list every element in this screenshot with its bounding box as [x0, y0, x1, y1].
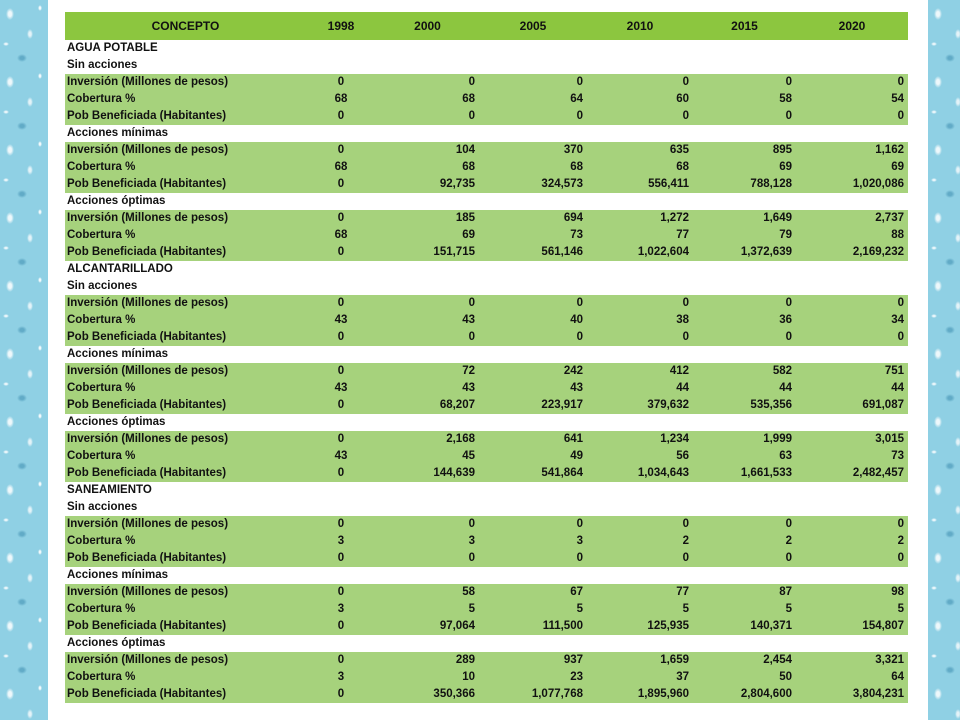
table-row	[65, 142, 908, 159]
value-cell: 751	[796, 363, 908, 380]
value-cell: 3	[376, 533, 479, 550]
row-label: Inversión (Millones de pesos)	[65, 584, 306, 601]
value-cell: 34	[796, 312, 908, 329]
value-cell: 5	[376, 601, 479, 618]
group-row	[65, 499, 908, 516]
header-concept: CONCEPTO	[65, 12, 306, 40]
value-cell: 937	[479, 652, 587, 669]
value-cell: 2	[796, 533, 908, 550]
value-cell: 0	[693, 295, 796, 312]
value-cell: 68	[306, 91, 376, 108]
value-cell: 98	[796, 584, 908, 601]
header-year: 1998	[306, 12, 376, 40]
value-cell: 641	[479, 431, 587, 448]
slide-page	[48, 0, 928, 720]
value-cell: 0	[306, 210, 376, 227]
value-cell: 77	[587, 227, 693, 244]
value-cell: 1,999	[693, 431, 796, 448]
table-row	[65, 380, 908, 397]
value-cell: 144,639	[376, 465, 479, 482]
row-label: Pob Beneficiada (Habitantes)	[65, 244, 306, 261]
value-cell: 68,207	[376, 397, 479, 414]
row-label: Inversión (Millones de pesos)	[65, 516, 306, 533]
value-cell: 0	[479, 550, 587, 567]
table-row	[65, 550, 908, 567]
value-cell: 1,649	[693, 210, 796, 227]
value-cell: 58	[376, 584, 479, 601]
table-row	[65, 244, 908, 261]
value-cell: 635	[587, 142, 693, 159]
table-header-row	[65, 12, 908, 40]
table-row	[65, 108, 908, 125]
value-cell: 125,935	[587, 618, 693, 635]
value-cell: 0	[479, 516, 587, 533]
value-cell: 0	[376, 329, 479, 346]
value-cell: 0	[306, 431, 376, 448]
value-cell: 0	[306, 363, 376, 380]
value-cell: 379,632	[587, 397, 693, 414]
table-row	[65, 363, 908, 380]
value-cell: 0	[306, 295, 376, 312]
group-row	[65, 567, 908, 584]
value-cell: 3,015	[796, 431, 908, 448]
value-cell: 10	[376, 669, 479, 686]
row-label: Pob Beneficiada (Habitantes)	[65, 108, 306, 125]
value-cell: 104	[376, 142, 479, 159]
table-row	[65, 652, 908, 669]
value-cell: 289	[376, 652, 479, 669]
row-label: Inversión (Millones de pesos)	[65, 431, 306, 448]
value-cell: 1,372,639	[693, 244, 796, 261]
value-cell: 0	[796, 108, 908, 125]
value-cell: 69	[796, 159, 908, 176]
value-cell: 40	[479, 312, 587, 329]
value-cell: 691,087	[796, 397, 908, 414]
value-cell: 151,715	[376, 244, 479, 261]
row-label: Inversión (Millones de pesos)	[65, 295, 306, 312]
section-title: AGUA POTABLE	[65, 40, 908, 57]
row-label: Pob Beneficiada (Habitantes)	[65, 465, 306, 482]
group-row	[65, 635, 908, 652]
value-cell: 5	[479, 601, 587, 618]
value-cell: 43	[306, 312, 376, 329]
value-cell: 23	[479, 669, 587, 686]
value-cell: 37	[587, 669, 693, 686]
value-cell: 0	[693, 329, 796, 346]
table-row	[65, 686, 908, 703]
value-cell: 0	[693, 108, 796, 125]
value-cell: 788,128	[693, 176, 796, 193]
section-row	[65, 482, 908, 499]
value-cell: 0	[306, 142, 376, 159]
value-cell: 68	[587, 159, 693, 176]
value-cell: 0	[587, 550, 693, 567]
row-label: Cobertura %	[65, 601, 306, 618]
value-cell: 43	[306, 448, 376, 465]
row-label: Inversión (Millones de pesos)	[65, 363, 306, 380]
group-row	[65, 193, 908, 210]
value-cell: 92,735	[376, 176, 479, 193]
value-cell: 895	[693, 142, 796, 159]
row-label: Pob Beneficiada (Habitantes)	[65, 618, 306, 635]
table-row	[65, 533, 908, 550]
table-row	[65, 669, 908, 686]
group-row	[65, 278, 908, 295]
value-cell: 0	[306, 465, 376, 482]
group-title: Sin acciones	[65, 57, 908, 74]
value-cell: 3	[479, 533, 587, 550]
row-label: Cobertura %	[65, 159, 306, 176]
value-cell: 0	[306, 108, 376, 125]
value-cell: 1,234	[587, 431, 693, 448]
group-title: Sin acciones	[65, 499, 908, 516]
value-cell: 0	[479, 329, 587, 346]
projection-table	[65, 12, 908, 703]
row-label: Inversión (Millones de pesos)	[65, 652, 306, 669]
table-row	[65, 329, 908, 346]
value-cell: 68	[306, 227, 376, 244]
value-cell: 0	[306, 397, 376, 414]
table-row	[65, 227, 908, 244]
table-row	[65, 91, 908, 108]
value-cell: 0	[306, 686, 376, 703]
value-cell: 0	[376, 295, 479, 312]
value-cell: 68	[376, 159, 479, 176]
value-cell: 535,356	[693, 397, 796, 414]
value-cell: 79	[693, 227, 796, 244]
value-cell: 5	[693, 601, 796, 618]
value-cell: 2,737	[796, 210, 908, 227]
water-drops-border-left	[0, 0, 48, 720]
value-cell: 0	[796, 74, 908, 91]
value-cell: 36	[693, 312, 796, 329]
value-cell: 1,022,604	[587, 244, 693, 261]
value-cell: 1,895,960	[587, 686, 693, 703]
value-cell: 1,077,768	[479, 686, 587, 703]
value-cell: 49	[479, 448, 587, 465]
value-cell: 38	[587, 312, 693, 329]
header-year: 2005	[479, 12, 587, 40]
value-cell: 0	[479, 108, 587, 125]
value-cell: 1,661,533	[693, 465, 796, 482]
group-title: Acciones óptimas	[65, 414, 908, 431]
row-label: Inversión (Millones de pesos)	[65, 74, 306, 91]
table-row	[65, 176, 908, 193]
value-cell: 58	[693, 91, 796, 108]
row-label: Pob Beneficiada (Habitantes)	[65, 176, 306, 193]
value-cell: 140,371	[693, 618, 796, 635]
value-cell: 556,411	[587, 176, 693, 193]
value-cell: 3	[306, 669, 376, 686]
value-cell: 72	[376, 363, 479, 380]
value-cell: 0	[796, 295, 908, 312]
value-cell: 0	[376, 74, 479, 91]
value-cell: 5	[796, 601, 908, 618]
table-row	[65, 516, 908, 533]
value-cell: 2	[587, 533, 693, 550]
row-label: Cobertura %	[65, 533, 306, 550]
value-cell: 0	[306, 516, 376, 533]
row-label: Cobertura %	[65, 669, 306, 686]
value-cell: 45	[376, 448, 479, 465]
section-title: SANEAMIENTO	[65, 482, 908, 499]
value-cell: 3	[306, 533, 376, 550]
row-label: Pob Beneficiada (Habitantes)	[65, 329, 306, 346]
value-cell: 0	[376, 550, 479, 567]
value-cell: 68	[306, 159, 376, 176]
group-title: Sin acciones	[65, 278, 908, 295]
value-cell: 1,659	[587, 652, 693, 669]
value-cell: 43	[376, 380, 479, 397]
table-row	[65, 210, 908, 227]
value-cell: 44	[587, 380, 693, 397]
value-cell: 1,034,643	[587, 465, 693, 482]
value-cell: 63	[693, 448, 796, 465]
table-row	[65, 74, 908, 91]
value-cell: 0	[693, 74, 796, 91]
table-row	[65, 159, 908, 176]
value-cell: 2,482,457	[796, 465, 908, 482]
value-cell: 0	[306, 74, 376, 91]
value-cell: 541,864	[479, 465, 587, 482]
value-cell: 64	[796, 669, 908, 686]
value-cell: 0	[306, 550, 376, 567]
table-row	[65, 601, 908, 618]
value-cell: 223,917	[479, 397, 587, 414]
value-cell: 88	[796, 227, 908, 244]
value-cell: 0	[587, 108, 693, 125]
value-cell: 0	[306, 618, 376, 635]
value-cell: 2,454	[693, 652, 796, 669]
value-cell: 73	[479, 227, 587, 244]
value-cell: 43	[306, 380, 376, 397]
group-title: Acciones óptimas	[65, 193, 908, 210]
row-label: Cobertura %	[65, 91, 306, 108]
section-title: ALCANTARILLADO	[65, 261, 908, 278]
value-cell: 111,500	[479, 618, 587, 635]
value-cell: 0	[587, 516, 693, 533]
value-cell: 43	[479, 380, 587, 397]
table-row	[65, 465, 908, 482]
value-cell: 1,020,086	[796, 176, 908, 193]
value-cell: 0	[376, 516, 479, 533]
value-cell: 0	[587, 74, 693, 91]
row-label: Cobertura %	[65, 380, 306, 397]
value-cell: 242	[479, 363, 587, 380]
value-cell: 2,804,600	[693, 686, 796, 703]
header-year: 2000	[376, 12, 479, 40]
value-cell: 0	[306, 176, 376, 193]
table-row	[65, 584, 908, 601]
table-body	[65, 40, 908, 703]
value-cell: 5	[587, 601, 693, 618]
row-label: Pob Beneficiada (Habitantes)	[65, 550, 306, 567]
value-cell: 0	[587, 295, 693, 312]
row-label: Cobertura %	[65, 312, 306, 329]
group-row	[65, 125, 908, 142]
value-cell: 97,064	[376, 618, 479, 635]
table-row	[65, 397, 908, 414]
row-label: Inversión (Millones de pesos)	[65, 210, 306, 227]
value-cell: 2,168	[376, 431, 479, 448]
header-year: 2020	[796, 12, 908, 40]
value-cell: 3,321	[796, 652, 908, 669]
value-cell: 50	[693, 669, 796, 686]
value-cell: 67	[479, 584, 587, 601]
value-cell: 68	[376, 91, 479, 108]
group-title: Acciones mínimas	[65, 567, 908, 584]
value-cell: 0	[479, 74, 587, 91]
group-title: Acciones óptimas	[65, 635, 908, 652]
value-cell: 0	[693, 516, 796, 533]
section-row	[65, 40, 908, 57]
table-row	[65, 448, 908, 465]
value-cell: 43	[376, 312, 479, 329]
group-row	[65, 57, 908, 74]
value-cell: 324,573	[479, 176, 587, 193]
row-label: Pob Beneficiada (Habitantes)	[65, 397, 306, 414]
value-cell: 0	[306, 652, 376, 669]
value-cell: 2	[693, 533, 796, 550]
value-cell: 370	[479, 142, 587, 159]
value-cell: 2,169,232	[796, 244, 908, 261]
value-cell: 69	[693, 159, 796, 176]
value-cell: 350,366	[376, 686, 479, 703]
value-cell: 1,272	[587, 210, 693, 227]
value-cell: 0	[306, 244, 376, 261]
row-label: Cobertura %	[65, 448, 306, 465]
value-cell: 60	[587, 91, 693, 108]
value-cell: 73	[796, 448, 908, 465]
value-cell: 0	[796, 329, 908, 346]
value-cell: 154,807	[796, 618, 908, 635]
value-cell: 0	[587, 329, 693, 346]
header-year: 2015	[693, 12, 796, 40]
value-cell: 68	[479, 159, 587, 176]
value-cell: 582	[693, 363, 796, 380]
value-cell: 412	[587, 363, 693, 380]
table-row	[65, 295, 908, 312]
value-cell: 1,162	[796, 142, 908, 159]
value-cell: 3	[306, 601, 376, 618]
row-label: Cobertura %	[65, 227, 306, 244]
value-cell: 44	[796, 380, 908, 397]
value-cell: 694	[479, 210, 587, 227]
group-row	[65, 346, 908, 363]
group-row	[65, 414, 908, 431]
section-row	[65, 261, 908, 278]
value-cell: 0	[796, 550, 908, 567]
value-cell: 0	[306, 329, 376, 346]
value-cell: 77	[587, 584, 693, 601]
value-cell: 0	[693, 550, 796, 567]
group-title: Acciones mínimas	[65, 125, 908, 142]
value-cell: 185	[376, 210, 479, 227]
value-cell: 0	[796, 516, 908, 533]
value-cell: 44	[693, 380, 796, 397]
table-row	[65, 618, 908, 635]
value-cell: 56	[587, 448, 693, 465]
value-cell: 0	[306, 584, 376, 601]
row-label: Inversión (Millones de pesos)	[65, 142, 306, 159]
table-row	[65, 431, 908, 448]
row-label: Pob Beneficiada (Habitantes)	[65, 686, 306, 703]
value-cell: 0	[376, 108, 479, 125]
water-drops-border-right	[928, 0, 960, 720]
value-cell: 64	[479, 91, 587, 108]
table-row	[65, 312, 908, 329]
value-cell: 87	[693, 584, 796, 601]
value-cell: 3,804,231	[796, 686, 908, 703]
value-cell: 54	[796, 91, 908, 108]
value-cell: 0	[479, 295, 587, 312]
value-cell: 561,146	[479, 244, 587, 261]
header-year: 2010	[587, 12, 693, 40]
group-title: Acciones mínimas	[65, 346, 908, 363]
value-cell: 69	[376, 227, 479, 244]
